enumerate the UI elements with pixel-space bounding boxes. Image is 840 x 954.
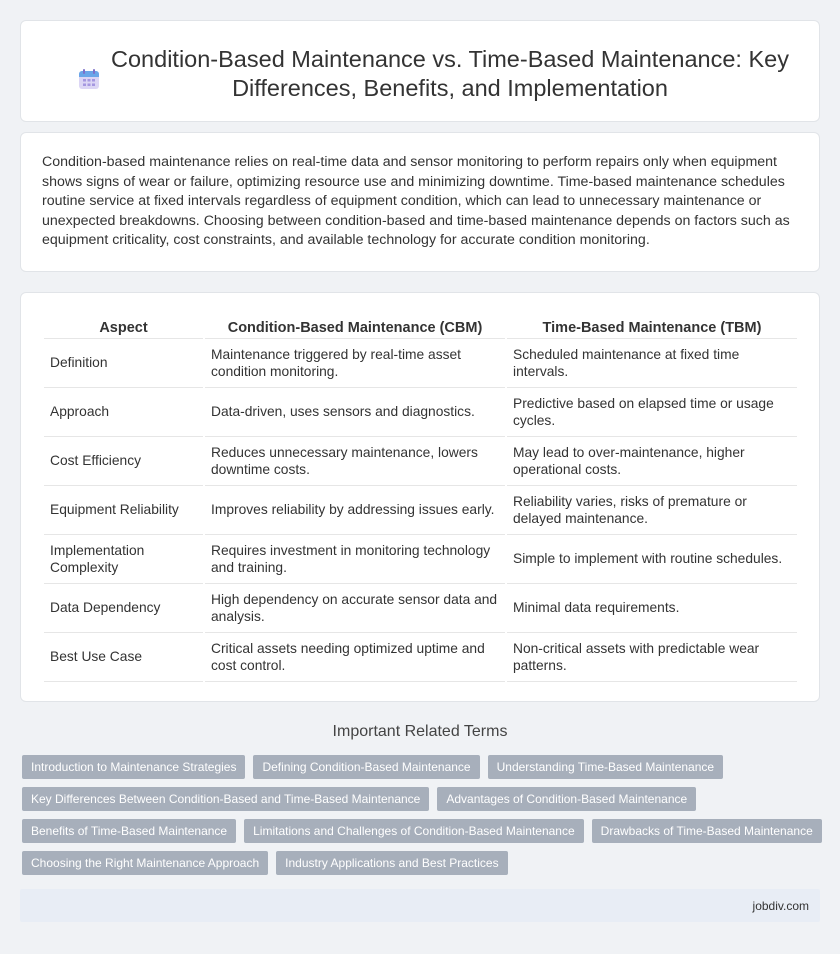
table-row [44,339,797,388]
tag-row [22,755,822,779]
related-term-tag[interactable]: Limitations and Challenges of Condition-Based Maintenance [244,819,584,843]
footer [20,889,820,922]
table-row [44,437,797,486]
header-aspect: Aspect [44,315,203,339]
related-term-tag[interactable]: Drawbacks of Time-Based Maintenance [592,819,822,843]
cell-cbm: Maintenance triggered by real-time asset condition monitoring. [205,339,505,388]
cell-tbm: Reliability varies, risks of premature or delayed maintenance. [507,486,797,535]
tag-row [22,819,822,843]
related-term-tag[interactable]: Benefits of Time-Based Maintenance [22,819,236,843]
cell-aspect: Equipment Reliability [44,486,203,535]
header-tbm: Time-Based Maintenance (TBM) [507,315,797,339]
table-row [44,535,797,584]
related-terms-title: Important Related Terms [332,723,508,740]
related-terms-list [22,755,822,883]
related-term-tag[interactable]: Defining Condition-Based Maintenance [253,755,479,779]
header-card [20,20,820,122]
intro-paragraph: Condition-based maintenance relies on real-time data and sensor monitoring to perform repairs only when equipment shows signs of wear or failure, optimizing resource use and minimizing downtime. Time-based maintenance schedules routine service at fixed intervals regardless of equipment condition, which can lead to unnecessary maintenance or unexpected breakdowns. Choosing between condition-based and time-based maintenance depends on factors such as equipment criticality, cost constraints, and available technology for accurate condition monitoring. [42,154,790,249]
tag-row [22,851,822,875]
table-row [44,486,797,535]
cell-cbm: Requires investment in monitoring technology and training. [205,535,505,584]
table-row [44,633,797,682]
cell-aspect: Implementation Complexity [44,535,203,584]
page-title: Condition-Based Maintenance vs. Time-Based Maintenance: Key Differences, Benefits, and Implementation [111,46,789,101]
cell-cbm: Data-driven, uses sensors and diagnostics. [205,388,505,437]
comparison-card [20,292,820,702]
table-row [44,584,797,633]
cell-aspect: Definition [44,339,203,388]
tag-row [22,787,822,811]
table-row [44,388,797,437]
comparison-table [42,315,799,682]
related-term-tag[interactable]: Choosing the Right Maintenance Approach [22,851,268,875]
cell-tbm: Predictive based on elapsed time or usage cycles. [507,388,797,437]
cell-cbm: Reduces unnecessary maintenance, lowers downtime costs. [205,437,505,486]
cell-tbm: Scheduled maintenance at fixed time intervals. [507,339,797,388]
cell-aspect: Approach [44,388,203,437]
footer-site-link[interactable]: jobdiv.com [752,899,809,913]
cell-cbm: Critical assets needing optimized uptime and cost control. [205,633,505,682]
related-term-tag[interactable]: Industry Applications and Best Practices [276,851,507,875]
intro-card [20,132,820,272]
cell-cbm: High dependency on accurate sensor data and analysis. [205,584,505,633]
header-cbm: Condition-Based Maintenance (CBM) [205,315,505,339]
related-term-tag[interactable]: Introduction to Maintenance Strategies [22,755,245,779]
cell-aspect: Data Dependency [44,584,203,633]
cell-tbm: Minimal data requirements. [507,584,797,633]
related-term-tag[interactable]: Understanding Time-Based Maintenance [488,755,723,779]
cell-cbm: Improves reliability by addressing issues early. [205,486,505,535]
cell-aspect: Cost Efficiency [44,437,203,486]
cell-aspect: Best Use Case [44,633,203,682]
table-header-row [44,315,797,339]
cell-tbm: Non-critical assets with predictable wear patterns. [507,633,797,682]
cell-tbm: May lead to over-maintenance, higher operational costs. [507,437,797,486]
related-term-tag[interactable]: Advantages of Condition-Based Maintenance [437,787,696,811]
cell-tbm: Simple to implement with routine schedules. [507,535,797,584]
related-term-tag[interactable]: Key Differences Between Condition-Based and Time-Based Maintenance [22,787,429,811]
